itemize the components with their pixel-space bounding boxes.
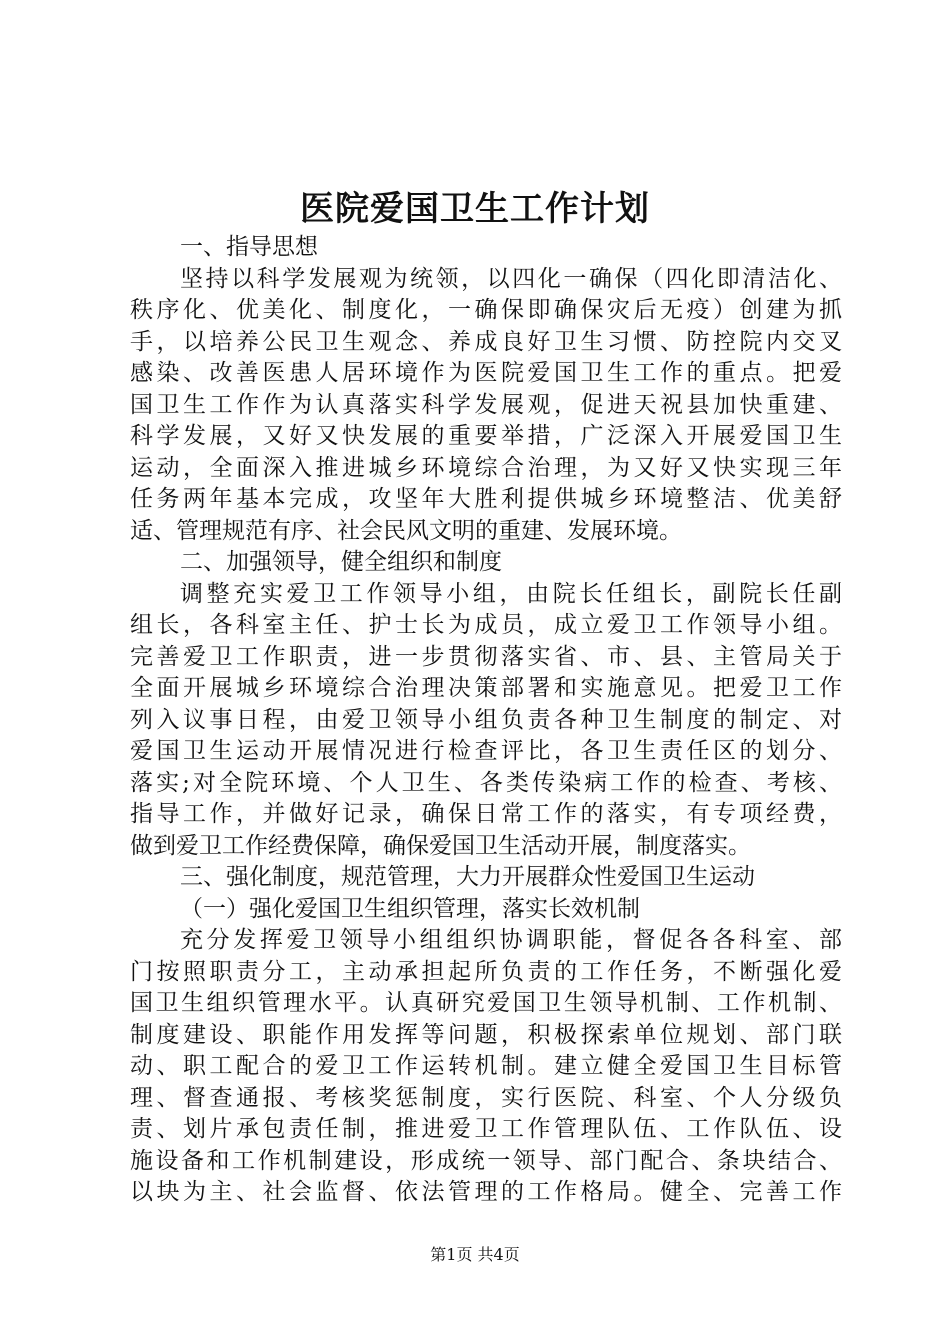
section-heading: 三、强化制度，规范管理，大力开展群众性爱国卫生运动	[180, 864, 755, 890]
paragraph-line: 施设备和工作机制建设，形成统一领导、部门配合、条块结合、	[130, 1147, 842, 1174]
paragraph-line: 国卫生组织管理水平。认真研究爱国卫生领导机制、工作机制、	[130, 990, 842, 1016]
document-body	[130, 232, 842, 1209]
paragraph-line: 责、划片承包责任制，推进爱卫工作管理队伍、工作队伍、设	[130, 1116, 842, 1142]
paragraph-line: 适、管理规范有序、社会民风文明的重建、发展环境。	[130, 517, 682, 544]
section-heading: 一、指导思想	[180, 234, 318, 260]
paragraph-line: 动、职工配合的爱卫工作运转机制。建立健全爱国卫生目标管	[130, 1053, 842, 1079]
paragraph-line: 完善爱卫工作职责，进一步贯彻落实省、市、县、主管局关于	[130, 643, 842, 670]
paragraph-line: 坚持以科学发展观为统领，以四化一确保（四化即清洁化、	[180, 265, 842, 292]
paragraph-line: 门按照职责分工，主动承担起所负责的工作任务，不断强化爱	[130, 958, 842, 985]
paragraph-line: 充分发挥爱卫领导小组组织协调职能，督促各各科室、部	[180, 927, 842, 953]
document-title: 医院爱国卫生工作计划	[300, 189, 650, 229]
paragraph-line: 制度建设、职能作用发挥等问题，积极探索单位规划、部门联	[130, 1021, 842, 1048]
section-heading: 二、加强领导，健全组织和制度	[180, 549, 502, 575]
paragraph-line: 理、督查通报、考核奖惩制度，实行医院、科室、个人分级负	[130, 1084, 842, 1111]
paragraph-line: 做到爱卫工作经费保障，确保爱国卫生活动开展，制度落实。	[130, 832, 751, 859]
paragraph-line: 秩序化、优美化、制度化，一确保即确保灾后无疫）创建为抓	[130, 297, 842, 323]
paragraph-line: 感染、改善医患人居环境作为医院爱国卫生工作的重点。把爱	[130, 360, 842, 386]
paragraph-line: 国卫生工作作为认真落实科学发展观，促进天祝县加快重建、	[130, 391, 842, 418]
paragraph-line: 组长，各科室主任、护士长为成员，成立爱卫工作领导小组。	[130, 612, 842, 638]
paragraph-line: 全面开展城乡环境综合治理决策部署和实施意见。把爱卫工作	[130, 675, 842, 701]
paragraph-line: 指导工作，并做好记录，确保日常工作的落实，有专项经费，	[130, 801, 842, 827]
paragraph-line: 落实;对全院环境、个人卫生、各类传染病工作的检查、考核、	[130, 769, 842, 796]
paragraph-line: 科学发展，又好又快发展的重要举措，广泛深入开展爱国卫生	[130, 423, 842, 449]
paragraph-line: 运动，全面深入推进城乡环境综合治理，为又好又快实现三年	[130, 454, 842, 481]
page-footer: 第1页 共4页	[430, 1245, 520, 1264]
paragraph-line: 以块为主、社会监督、依法管理的工作格局。健全、完善工作	[130, 1179, 842, 1205]
paragraph-line: 任务两年基本完成，攻坚年大胜利提供城乡环境整洁、优美舒	[130, 486, 842, 512]
paragraph-line: 手，以培养公民卫生观念、养成良好卫生习惯、防控院内交叉	[130, 328, 842, 355]
paragraph-line: 调整充实爱卫工作领导小组，由院长任组长，副院长任副	[180, 580, 842, 607]
paragraph-line: 爱国卫生运动开展情况进行检查评比，各卫生责任区的划分、	[130, 738, 842, 764]
section-heading: （一）强化爱国卫生组织管理，落实长效机制	[180, 895, 640, 922]
paragraph-line: 列入议事日程，由爱卫领导小组负责各种卫生制度的制定、对	[130, 706, 842, 733]
